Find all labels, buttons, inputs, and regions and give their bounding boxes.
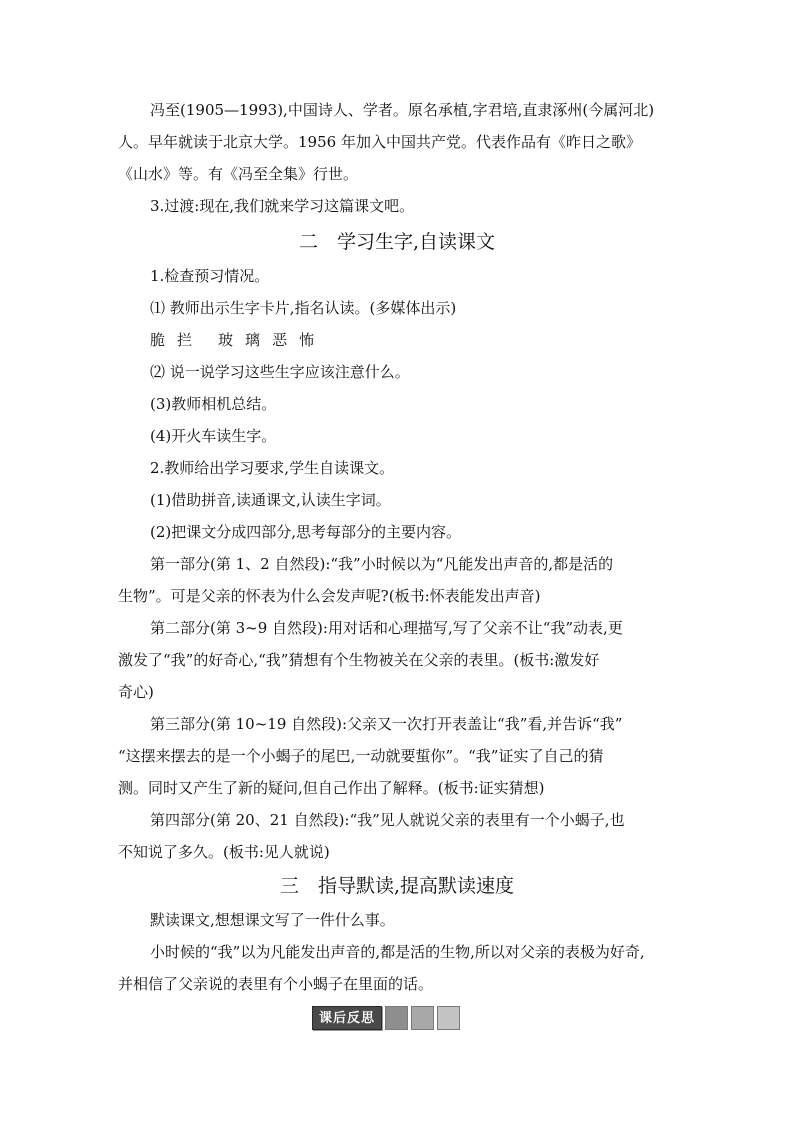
step-1-3: (3)教师相机总结。: [150, 395, 277, 413]
step-1: 1.检查预习情况。: [150, 267, 270, 285]
badge-decor-box-3: [437, 1006, 460, 1030]
new-characters-row: [150, 330, 326, 350]
part-2-line-2: 激发了“我”的好奇心,“我”猜想有个生物被关在父亲的表里。(板书:激发好: [118, 651, 600, 669]
section-3-line-2: 小时候的“我”以为凡能发出声音的,都是活的生物,所以对父亲的表极为好奇,: [150, 943, 645, 961]
char-4: 璃: [245, 331, 261, 349]
bio-line-2: 人。早年就读于北京大学。1956 年加入中国共产党。代表作品有《昨日之歌》: [118, 133, 641, 151]
part-3-line-1: 第三部分(第 10~19 自然段):父亲又一次打开表盖让“我”看,并告诉“我”: [150, 715, 623, 733]
reflection-badge: [312, 1006, 460, 1030]
part-1-line-2: 生物”。可是父亲的怀表为什么会发声呢?(板书:怀表能发出声音): [118, 587, 541, 605]
char-5: 恶: [272, 331, 288, 349]
section-heading-2: 二 学习生字,自读课文: [298, 231, 496, 253]
step-1-4: (4)开火车读生字。: [150, 427, 277, 445]
part-1-line-1: 第一部分(第 1、2 自然段):“我”小时候以为“凡能发出声音的,都是活的: [150, 555, 614, 573]
part-3-line-3: 测。同时又产生了新的疑问,但自己作出了解释。(板书:证实猜想): [118, 779, 545, 797]
part-3-line-2: “这摆来摆去的是一个小蝎子的尾巴,一动就要蜇你”。“我”证实了自己的猜: [118, 747, 604, 765]
bio-line-3: 《山水》等。有《冯至全集》行世。: [118, 165, 359, 183]
char-6: 怖: [299, 331, 315, 349]
badge-label: 课后反思: [312, 1006, 382, 1030]
char-2: 拦: [177, 331, 193, 349]
badge-decor-box-1: [385, 1006, 408, 1030]
step-2: 2.教师给出学习要求,学生自读课文。: [150, 459, 395, 477]
step-1-2: ⑵ 说一说学习这些生字应该注意什么。: [150, 363, 410, 381]
section-3-line-1: 默读课文,想想课文写了一件什么事。: [150, 911, 395, 929]
part-2-line-3: 奇心): [118, 683, 154, 701]
char-1: 脆: [150, 331, 166, 349]
part-2-line-1: 第二部分(第 3~9 自然段):用对话和心理描写,写了父亲不让“我”动表,更: [150, 619, 623, 637]
part-4-line-1: 第四部分(第 20、21 自然段):“我”见人就说父亲的表里有一个小蝎子,也: [150, 811, 625, 829]
section-heading-3: 三 指导默读,提高默读速度: [279, 875, 515, 897]
step-1-1: ⑴ 教师出示生字卡片,指名认读。(多媒体出示): [150, 299, 457, 317]
part-4-line-2: 不知说了多久。(板书:见人就说): [118, 843, 330, 861]
badge-decor-box-2: [411, 1006, 434, 1030]
step-2-2: (2)把课文分成四部分,思考每部分的主要内容。: [150, 523, 462, 541]
char-3: 玻: [218, 331, 234, 349]
step-2-1: (1)借助拼音,读通课文,认读生字词。: [150, 491, 391, 509]
transition-text: 3.过渡:现在,我们就来学习这篇课文吧。: [150, 197, 415, 215]
bio-line-1: 冯至(1905—1993),中国诗人、学者。原名承植,字君培,直隶涿州(今属河北): [150, 101, 655, 119]
section-3-line-3: 并相信了父亲说的表里有个小蝎子在里面的话。: [118, 975, 434, 993]
